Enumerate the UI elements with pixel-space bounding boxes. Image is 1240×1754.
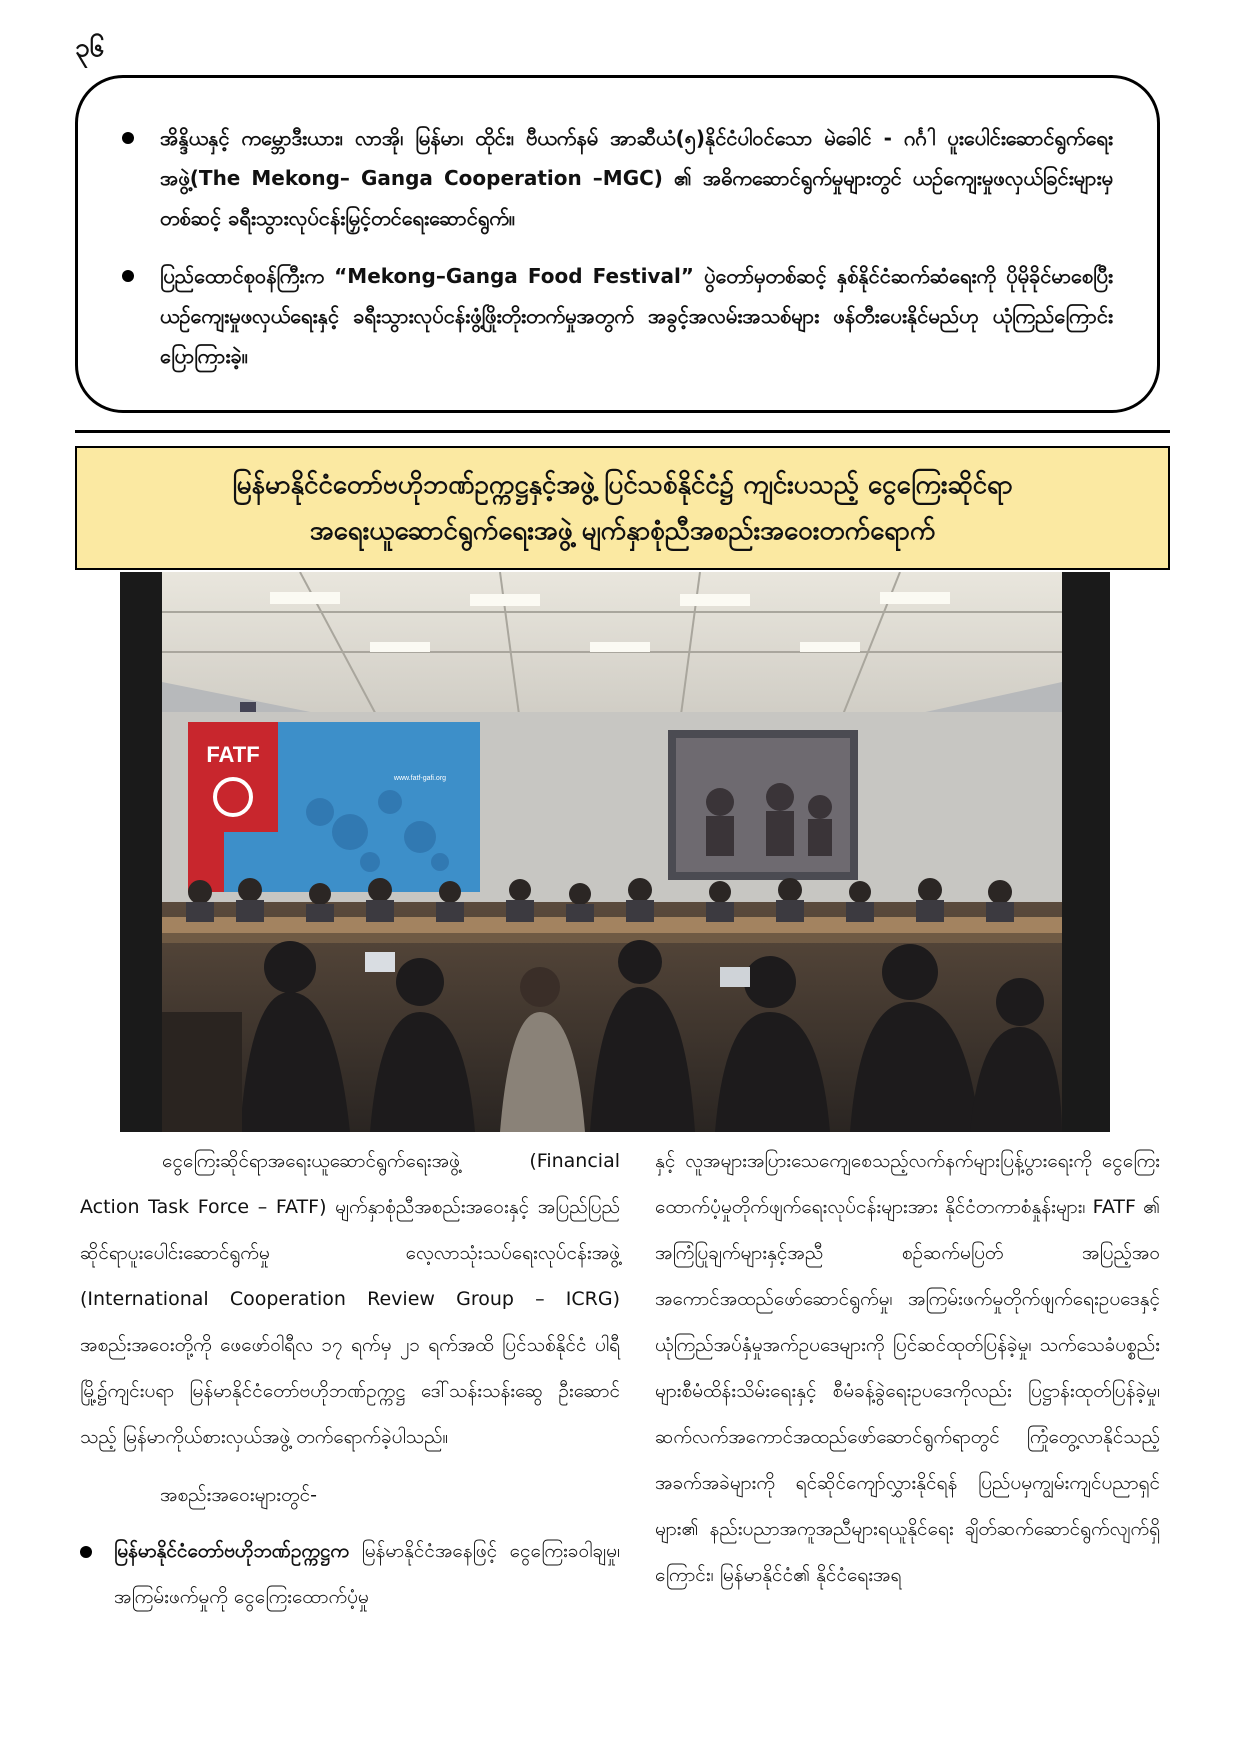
- bullet-icon: [122, 270, 134, 282]
- summary-bullet-item: [122, 256, 1113, 376]
- banner-url-text: www.fatf-gafi.org: [393, 775, 447, 782]
- bullet-icon: [80, 1546, 92, 1558]
- summary-bullet-text: အိန္ဒိယနှင့် ကမ္ဘောဒီးယား၊ လာအို၊ မြန်မာ၊ ထိုင်း၊ ဗီယက်နမ် အာဆီယံ(၅)နိုင်ငံပါဝင်သော မဲခေါင် - ဂင်္ဂါ ပူးပေါင်းဆောင်ရွက်ရေးအဖွဲ့(The Mekong– Ganga Cooperation –MGC) ၏ အဓိကဆောင်ရွက်မှုများတွင် ယဉ်ကျေးမှုဖလှယ်ခြင်းများမှတစ်ဆင့် ခရီးသွားလုပ်ငန်းမြှင့်တင်ရေးဆောင်ရွက်။: [160, 126, 1113, 230]
- article-paragraph: နှင့် လူအများအပြားသေကျေစေသည့်လက်နက်များပြန့်ပွားရေးကို ငွေကြေးထောက်ပံ့မှုတိုက်ဖျက်ရေးလုပ်ငန်းများအား နိုင်ငံတကာစံနှုန်းများ၊ FATF ၏ အကြံပြုချက်များနှင့်အညီ စဉ်ဆက်မပြတ် အပြည့်အဝအကောင်အထည်ဖော်ဆောင်ရွက်မှု၊ အကြမ်းဖက်မှုတိုက်ဖျက်ရေးဥပဒေနှင့် ယုံကြည်အပ်နှံမှုအက်ဥပဒေများကို ပြင်ဆင်ထုတ်ပြန်ခဲ့မှု၊ သက်သေခံပစ္စည်းများစီမံထိန်းသိမ်းရေးနှင့် စီမံခန့်ခွဲရေးဥပဒေကိုလည်း ပြဋ္ဌာန်းထုတ်ပြန်ခဲ့မှု၊ ဆက်လက်အကောင်အထည်ဖော်ဆောင်ရွက်ရာတွင် ကြုံတွေ့လာနိုင်သည့်အခက်အခဲများကို ရင်ဆိုင်ကျော်လွှားနိုင်ရန် ပြည်ပမှကျွမ်းကျင်ပညာရှင်များ၏ နည်းပညာအကူအညီများရယူနိုင်ရေး ချိတ်ဆက်ဆောင်ရွက်လျက်ရှိကြောင်း၊ မြန်မာနိုင်ငံ၏ နိုင်ငံရေးအရ: [655, 1150, 1160, 1586]
- headline-box: [75, 446, 1170, 570]
- meeting-photo: [120, 572, 1110, 1132]
- article-intro: အစည်းအဝေးများတွင်-: [160, 1484, 317, 1506]
- banner-logo-text: FATF: [206, 742, 260, 767]
- summary-bullet-item: [122, 118, 1113, 238]
- headline-line-2: အရေးယူဆောင်ရွက်ရေးအဖွဲ့ မျက်နှာစုံညီအစည်းအဝေးတက်ရောက်: [309, 516, 936, 546]
- headline-line-1: မြန်မာနိုင်ငံတော်ဗဟိုဘဏ်ဥက္ကဋ္ဌနှင့်အဖွဲ့ ပြင်သစ်နိုင်ငံ၌ ကျင်းပသည့် ငွေကြေးဆိုင်ရာ: [232, 470, 1013, 500]
- section-divider: [75, 430, 1170, 433]
- article-bullet-lead: မြန်မာနိုင်ငံတော်ဗဟိုဘဏ်ဥက္ကဋ္ဌက: [114, 1540, 349, 1562]
- summary-bullet-text: ပြည်ထောင်စုဝန်ကြီးက “Mekong–Ganga Food Festival” ပွဲတော်မှတစ်ဆင့် နှစ်နိုင်ငံဆက်ဆံရေးကို ပိုမိုခိုင်မာစေပြီး ယဉ်ကျေးမှုဖလှယ်ရေးနှင့် ခရီးသွားလုပ်ငန်းဖွံ့ဖြိုးတိုးတက်မှုအတွက် အခွင့်အလမ်းအသစ်များ ဖန်တီးပေးနိုင်မည်ဟု ယုံကြည်ကြောင်း ပြောကြားခဲ့။: [160, 264, 1113, 368]
- article-bullet-text: မြန်မာနိုင်ငံအနေဖြင့် ငွေကြေးခဝါချမှု၊ အကြမ်းဖက်မှုကို ငွေကြေးထောက်ပံ့မှု: [114, 1540, 620, 1608]
- article-bullet-item: [80, 1528, 620, 1620]
- bullet-icon: [122, 132, 134, 144]
- article-right-column: [655, 1138, 1160, 1598]
- article-left-column: [80, 1138, 620, 1620]
- summary-box: [75, 75, 1160, 413]
- article-paragraph: ငွေကြေးဆိုင်ရာအရေးယူဆောင်ရွက်ရေးအဖွဲ့ (Financial Action Task Force – FATF) မျက်နှာစုံညီအစည်းအဝေးနှင့် အပြည်ပြည်ဆိုင်ရာပူးပေါင်းဆောင်ရွက်မှု လေ့လာသုံးသပ်ရေးလုပ်ငန်းအဖွဲ့ (International Cooperation Review Group – ICRG) အစည်းအဝေးတို့ကို ဖေဖော်ဝါရီလ ၁၇ ရက်မှ ၂၁ ရက်အထိ ပြင်သစ်နိုင်ငံ ပါရီမြို့၌ကျင်းပရာ မြန်မာနိုင်ငံတော်ဗဟိုဘဏ်ဥက္ကဋ္ဌ ဒေါ်သန်းသန်းဆွေ ဦးဆောင်သည့် မြန်မာကိုယ်စားလှယ်အဖွဲ့ တက်ရောက်ခဲ့ပါသည်။: [80, 1150, 620, 1448]
- page-number: ၃၆: [75, 33, 105, 63]
